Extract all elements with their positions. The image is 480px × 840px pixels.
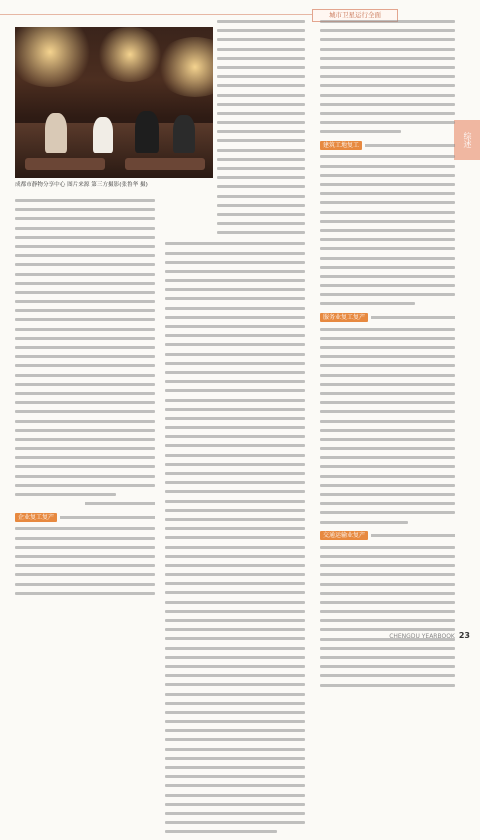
- section-heading-construction: [320, 139, 455, 151]
- left-author: [85, 502, 155, 505]
- middle-column: [165, 20, 305, 840]
- section-tab: 综述: [454, 120, 480, 160]
- section-tag: 企业复工复产: [15, 513, 57, 522]
- right-column: [320, 20, 455, 693]
- section-tag: 服务业复工复产: [320, 313, 368, 322]
- footer-journal: CHENGDU YEARBOOK: [389, 633, 455, 640]
- page-footer: [360, 631, 470, 641]
- running-header: 城市卫星运行全面: [312, 9, 398, 22]
- section-tag: 交通运输业复产: [320, 531, 368, 540]
- header-rule: [0, 14, 312, 15]
- section-heading-enterprise: [15, 511, 155, 523]
- left-column: [15, 199, 155, 601]
- section-tag: 建筑工地复工: [320, 141, 362, 150]
- section-heading-transport: [320, 530, 455, 542]
- page-number: 23: [458, 631, 470, 640]
- section-heading-services: [320, 312, 455, 324]
- photo-caption: 成都市静物分享中心 图片来源 第三方摄影(张鲁华 摄): [15, 182, 148, 188]
